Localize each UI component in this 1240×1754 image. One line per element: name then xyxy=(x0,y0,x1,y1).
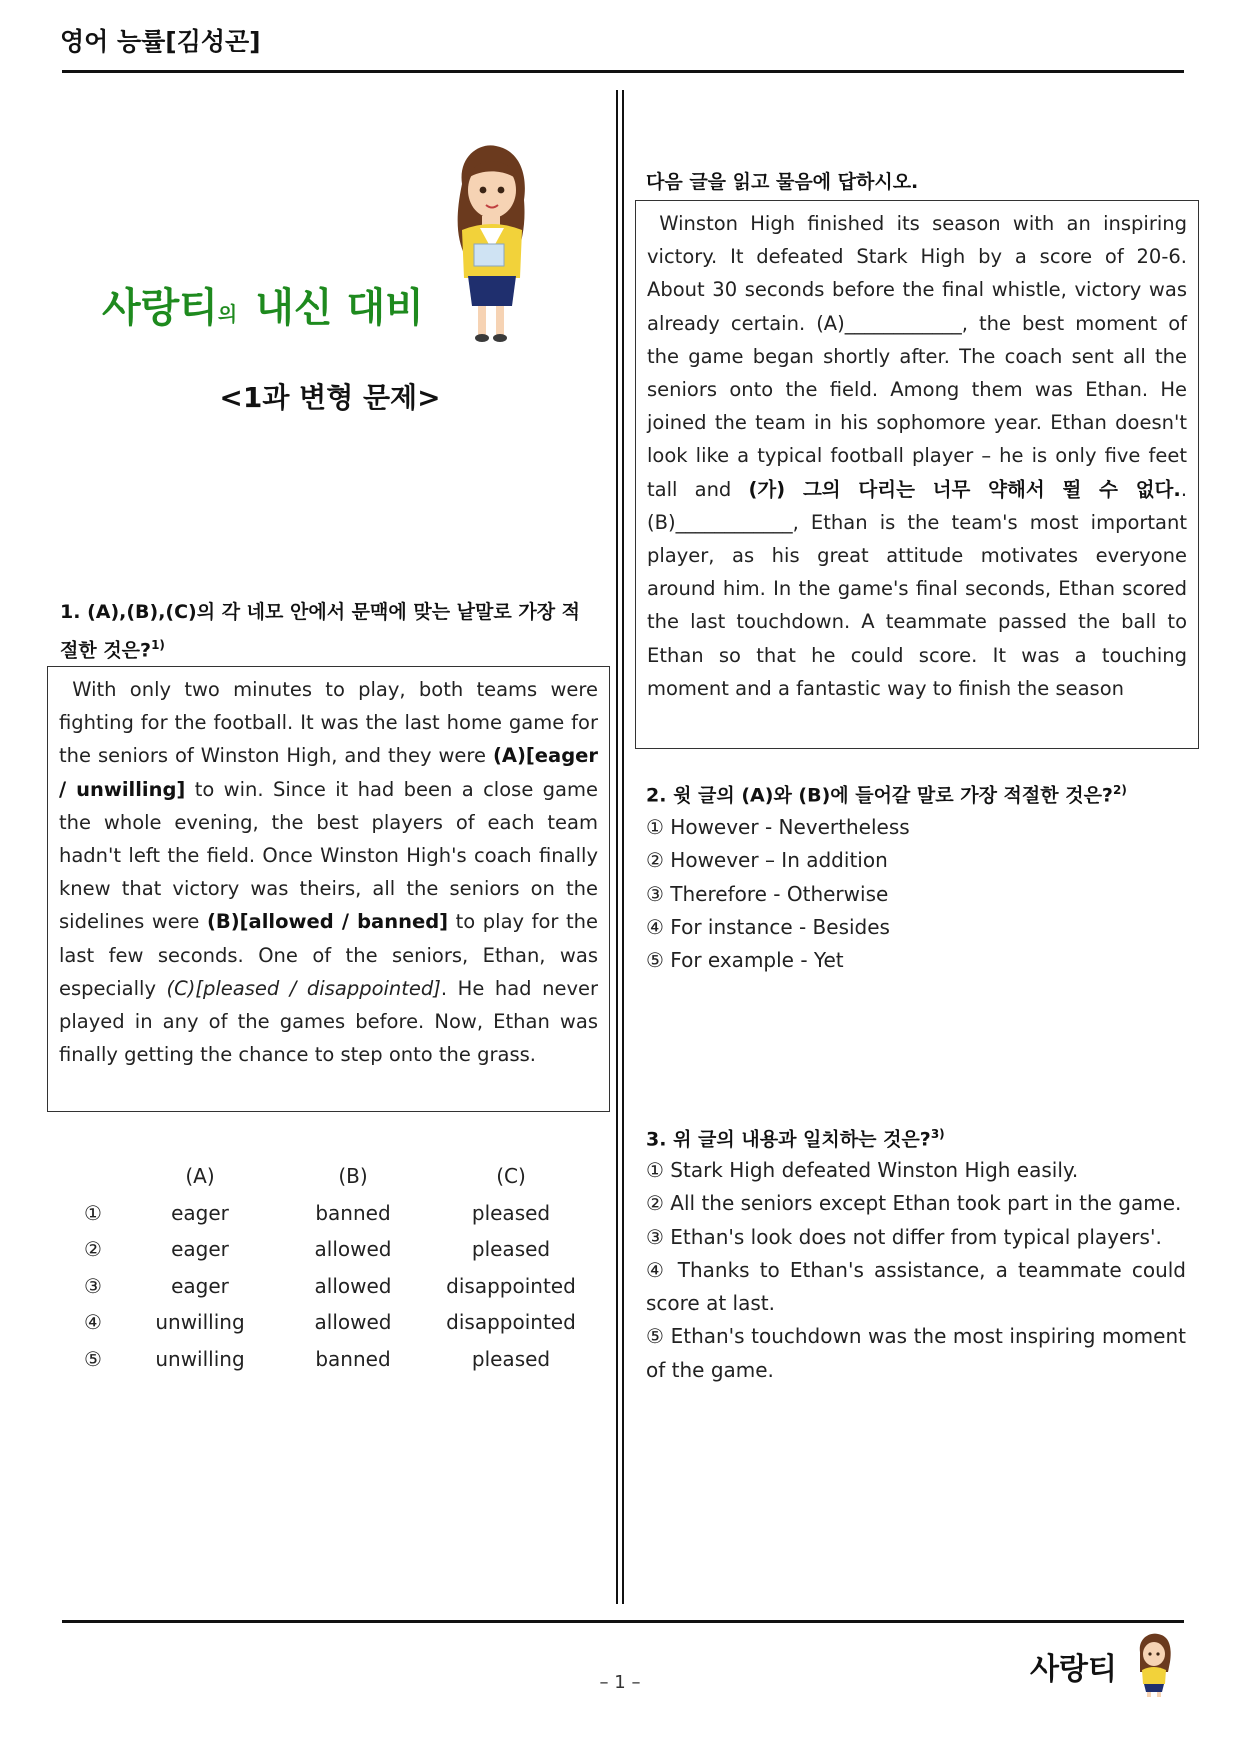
option-b-value: banned xyxy=(315,1346,391,1371)
brand-title xyxy=(102,276,424,333)
brand-title-particle: 의 xyxy=(217,302,238,326)
option-number: ③ xyxy=(84,1273,102,1298)
q1-prompt-text: (A),(B),(C)의 각 네모 안에서 문맥에 맞는 낱말로 가장 적절한 것은? xyxy=(60,601,581,662)
q1-passage-text: to play for the last few seconds. One of the seniors, Ethan, was especially xyxy=(59,910,598,1000)
q2-prompt-text: 윗 글의 (A)와 (B)에 들어갈 말로 가장 적절한 것은? xyxy=(673,784,1113,807)
q1-prompt xyxy=(60,596,598,667)
option-b-value: banned xyxy=(315,1200,391,1225)
q1-option-row[interactable] xyxy=(60,1231,590,1268)
q1-option-row[interactable] xyxy=(60,1304,590,1341)
option-number: ① xyxy=(84,1200,102,1225)
option-c-value: disappointed xyxy=(446,1310,576,1335)
option-a-value: eager xyxy=(171,1273,229,1298)
q2-prompt xyxy=(646,774,1186,812)
q3-options xyxy=(646,1154,1186,1387)
option-b-value: allowed xyxy=(314,1273,392,1298)
option-number: ⑤ xyxy=(84,1346,102,1371)
page-number: – 1 – xyxy=(599,1672,641,1693)
q2-option-2[interactable]: ② However – In addition xyxy=(646,848,888,873)
q1-blank-a: (A)[eager / unwilling] xyxy=(59,744,598,801)
q2-option-5[interactable]: ⑤ For example - Yet xyxy=(646,948,844,973)
q1-option-row[interactable] xyxy=(60,1268,590,1305)
q1-blank-b: (B)[allowed / banned] xyxy=(206,910,449,934)
q1-col-header-c: (C) xyxy=(496,1164,526,1189)
brand-title-tagline: 내신 대비 xyxy=(255,285,424,331)
q2-option-1[interactable]: ① However - Nevertheless xyxy=(646,815,910,839)
q1-col-header-b: (B) xyxy=(338,1164,368,1189)
reading-instruction: 다음 글을 읽고 물음에 답하시오. xyxy=(646,171,919,193)
q1-option-row[interactable] xyxy=(60,1195,590,1232)
option-c-value: pleased xyxy=(471,1237,551,1262)
q3-prompt-text: 위 글의 내용과 일치하는 것은? xyxy=(673,1128,931,1151)
q2-number: 2. xyxy=(646,784,667,807)
q3-prompt xyxy=(646,1118,1186,1156)
q3-number: 3. xyxy=(646,1128,667,1151)
footer-character-icon xyxy=(1130,1632,1176,1702)
q3-option-4[interactable]: ④ Thanks to Ethan's assistance, a teammate could score at last. xyxy=(646,1257,1186,1316)
teacher-character-illustration xyxy=(440,138,540,352)
brand-title-name: 사랑티 xyxy=(102,285,218,331)
q3-option-5[interactable]: ⑤ Ethan's touchdown was the most inspiring moment of the game. xyxy=(646,1324,1186,1382)
q1-blank-c: (C)[pleased / disappointed] xyxy=(166,976,441,1000)
q3-option-2[interactable]: ② All the seniors except Ethan took part in the game. xyxy=(646,1191,1182,1216)
reading-passage-text: .(B)____________, Ethan is the team's most important player, as his great attitude motivates everyone around him. In the game's final seconds, Ethan scored the last touchdown. A teammate passed the ball to Ethan so that he could score. It was a touching moment and a fantastic way to finish the season xyxy=(647,477,1188,700)
q2-footnote: 2) xyxy=(1112,783,1127,797)
footer-rule xyxy=(62,1620,1184,1623)
q1-number: 1. xyxy=(60,601,81,623)
footer-brand-label: 사랑티 xyxy=(1030,1652,1117,1687)
option-number: ② xyxy=(84,1237,102,1262)
reading-korean-clause: (가) 그의 다리는 너무 약해서 뛸 수 없다. xyxy=(748,477,1181,501)
option-a-value: unwilling xyxy=(155,1310,245,1335)
q2-option-4[interactable]: ④ For instance - Besides xyxy=(646,914,890,939)
q1-answer-table xyxy=(60,1158,590,1377)
column-divider xyxy=(616,90,618,1604)
option-c-value: disappointed xyxy=(446,1273,576,1298)
option-b-value: allowed xyxy=(314,1310,392,1335)
q1-passage-text: With only two minutes to play, both teams were fighting for the football. It was the last home game for the seniors of Winston High, and they were xyxy=(59,678,598,768)
q1-col-header-a: (A) xyxy=(185,1164,215,1189)
q1-footnote: 1) xyxy=(151,638,165,652)
option-a-value: eager xyxy=(171,1200,229,1225)
header-rule xyxy=(62,70,1184,73)
option-c-value: pleased xyxy=(471,1346,551,1371)
q3-option-1[interactable]: ① Stark High defeated Winston High easily. xyxy=(646,1158,1079,1182)
option-number: ④ xyxy=(84,1310,102,1335)
q1-passage-text: . He had never played in any of the games before. Now, Ethan was finally getting the chance to step onto the grass. xyxy=(59,976,598,1067)
option-c-value: pleased xyxy=(471,1200,551,1225)
document-subtitle: <1과 변형 문제> xyxy=(219,381,441,414)
document-header-title: 영어 능률[김성곤] xyxy=(60,27,261,56)
reading-passage-box xyxy=(635,200,1199,749)
q2-options xyxy=(646,811,1186,977)
option-a-value: eager xyxy=(171,1237,229,1262)
option-b-value: allowed xyxy=(314,1237,392,1262)
option-a-value: unwilling xyxy=(155,1346,245,1371)
q1-passage-text: to win. Since it had been a close game the whole evening, the best players of each team hadn't left the field. Once Winston High's coach finally knew that victory was theirs, all the seniors on the sidelines were xyxy=(59,777,598,934)
q2-option-3[interactable]: ③ Therefore - Otherwise xyxy=(646,881,889,906)
q1-passage-box xyxy=(47,666,610,1112)
q3-footnote: 3) xyxy=(930,1127,945,1141)
q1-option-row[interactable] xyxy=(60,1341,590,1378)
q1-table-header-row xyxy=(60,1158,590,1195)
q3-option-3[interactable]: ③ Ethan's look does not differ from typical players'. xyxy=(646,1224,1162,1249)
column-divider xyxy=(622,90,624,1604)
reading-passage-text: Winston High finished its season with an inspiring victory. It defeated Stark High by a score of 20-6. About 30 seconds before the final whistle, victory was already certain. (A)____________, the best moment of the game began shortly after. The coach sent all the seniors onto the field. Among them was Ethan. He joined the team in his sophomore year. Ethan doesn't look like a typical football player – he is only five feet tall and xyxy=(647,212,1188,501)
